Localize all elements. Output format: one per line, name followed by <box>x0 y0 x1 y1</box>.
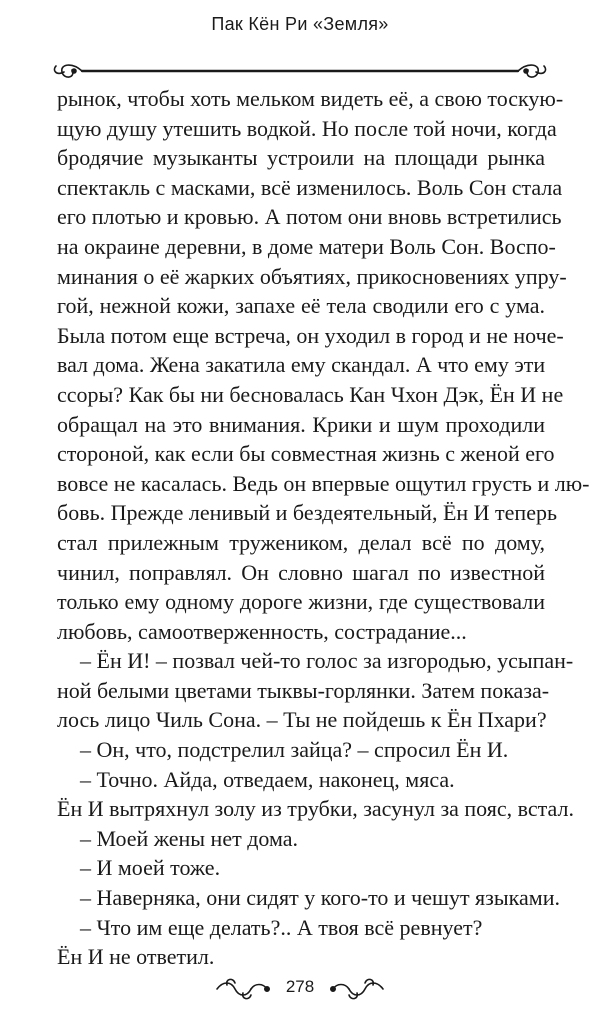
text-line: ссоры? Как бы ни бесновалась Кан Чхон Дэк, Ён И не <box>57 381 564 407</box>
dialogue-line: – Точно. Айда, отведаем, наконец, мяса. <box>80 766 455 792</box>
dialogue-line: – Он, что, подстрелил зайца? – спросил Ён И. <box>80 737 509 763</box>
text-line: рынок, чтобы хоть мельком видеть её, а свою тоскую- <box>57 86 564 111</box>
dialogue-line: – Что им еще делать?.. А твоя всё ревнует? <box>80 914 483 940</box>
text-line: вовсе не касалась. Ведь он впервые ощутил грусть и лю- <box>57 470 590 496</box>
text-line: Ён И не ответил. <box>57 944 215 970</box>
running-header: Пак Кён Ри «Земля» <box>211 14 389 34</box>
body-text <box>57 84 590 972</box>
header-ornament-divider <box>50 54 550 88</box>
dialogue-line: – Наверняка, они сидят у кого-то и чешут языками. <box>80 885 560 911</box>
text-line: его плотью и кровью. А потом они вновь встретились <box>57 204 562 230</box>
text-line: щую душу утешить водкой. Но после той ночи, когда <box>57 115 557 141</box>
text-line: стороной, как если бы совместная жизнь с женой его <box>57 441 555 467</box>
text-line: лось лицо Чиль Сона. – Ты не пойдешь к Ён Пхари? <box>57 707 547 733</box>
footer-ornament-left-icon <box>213 975 273 1003</box>
text-line: гой, нежной кожи, запахе её тела сводили его с ума. <box>57 293 545 319</box>
dialogue-line: – И моей тоже. <box>80 855 221 881</box>
text-line: Была потом еще встреча, он уходил в город и не ноче- <box>57 322 564 348</box>
text-line: на окраине деревни, в доме матери Воль Сон. Воспо- <box>57 233 556 259</box>
page-footer <box>0 973 600 1013</box>
text-line: бовь. Прежде ленивый и бездеятельный, Ён И теперь <box>57 500 558 526</box>
text-line: минания о её жарких объятиях, прикосновениях упру- <box>57 263 567 289</box>
text-line: ной белыми цветами тыквы-горлянки. Затем показа- <box>57 677 550 703</box>
text-line: любовь, самоотверженность, сострадание... <box>57 618 467 644</box>
text-line: чинил, поправлял. Он словно шагал по известной <box>57 559 545 585</box>
text-line: обращал на это внимания. Крики и шум проходили <box>57 411 545 437</box>
footer-ornament-right-icon <box>327 975 387 1003</box>
text-line: вал дома. Жена закатила ему скандал. А что ему эти <box>57 352 546 378</box>
text-line: Ён И вытряхнул золу из трубки, засунул за пояс, встал. <box>57 796 574 822</box>
dialogue-line: – Ён И! – позвал чей-то голос за изгородью, усыпан- <box>80 648 574 674</box>
text-line: спектакль с масками, всё изменилось. Воль Сон стала <box>57 174 563 200</box>
dialogue-line: – Моей жены нет дома. <box>80 825 299 851</box>
text-line: стал прилежным тружеником, делал всё по дому, <box>57 529 545 555</box>
text-line: только ему одному дороге жизни, где существовали <box>57 589 545 615</box>
text-line: бродячие музыканты устроили на площади рынка <box>57 145 545 171</box>
page-number: 278 <box>285 977 315 996</box>
